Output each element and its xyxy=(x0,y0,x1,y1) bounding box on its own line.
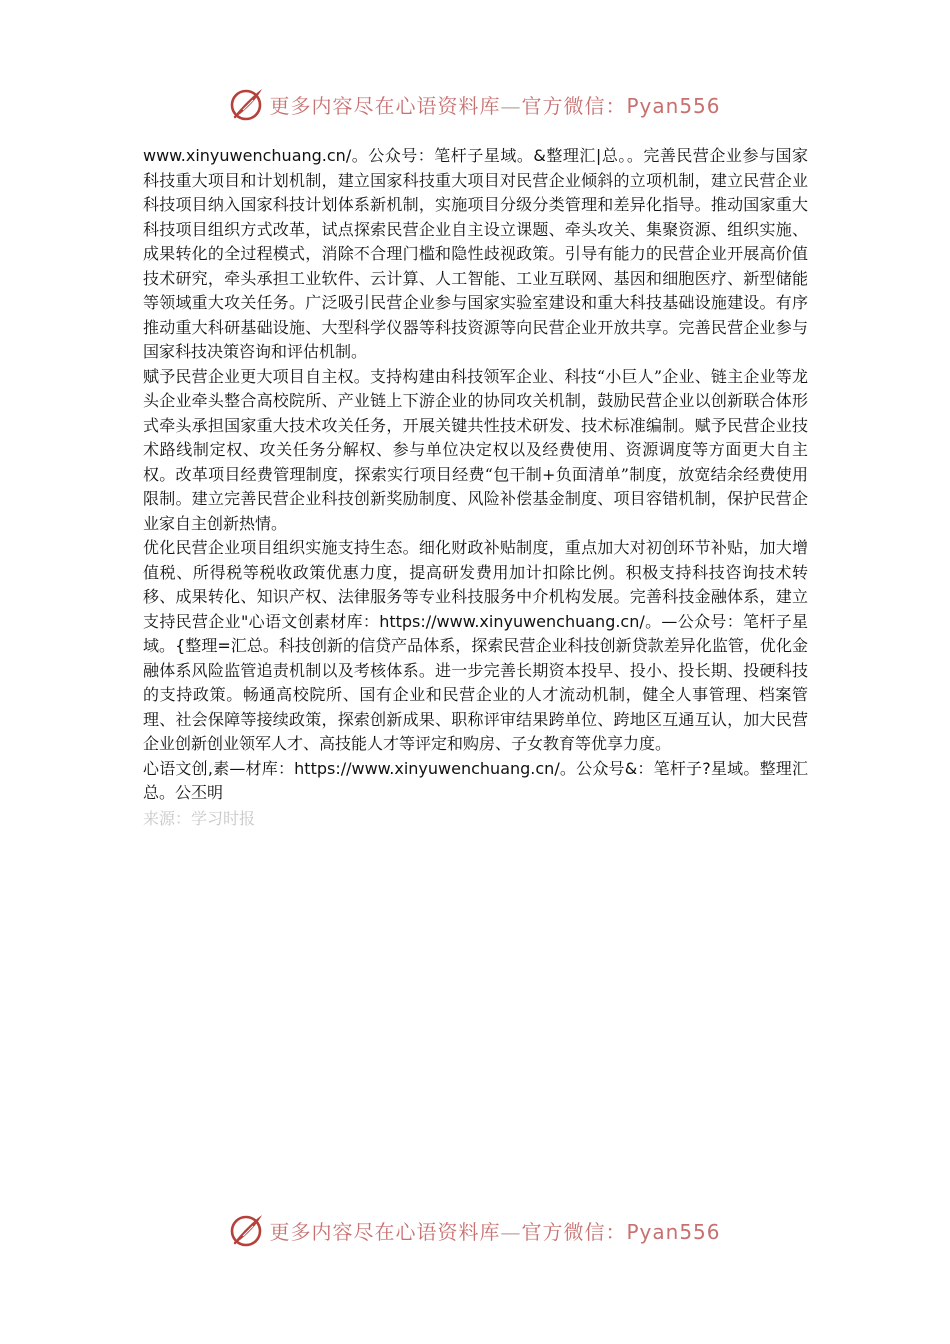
header-wechat-id: Pyan556 xyxy=(626,93,721,118)
footer-separator: — xyxy=(500,1219,522,1244)
paragraph-3: 优化民营企业项目组织实施支持生态。细化财政补贴制度，重点加大对初创环节补贴，加大增值税、所得税等税收政策优惠力度，提高研发费用加计扣除比例。积极支持科技咨询技术转移、成果转化、知识产权、法律服务等专业科技服务中介机构发展。完善科技金融体系，建立支持民营企业"心语文创素材库：https://www.xinyuwenchuang.cn/。—公众号：笔杆子星域。{整理=汇总。科技创新的信贷产品体系，探索民营企业科技创新贷款差异化监管，优化金融体系风险监管追责机制以及考核体系。进一步完善长期资本投早、投小、投长期、投硬科技的支持政策。畅通高校院所、国有企业和民营企业的人才流动机制，健全人事管理、档案管理、社会保障等接续政策，探索创新成果、职称评审结果跨单位、跨地区互通互认，加大民营企业创新创业领军人才、高技能人才等评定和购房、子女教育等优享力度。 xyxy=(143,538,808,753)
header-separator: — xyxy=(500,93,522,118)
paragraph-1: www.xinyuwenchuang.cn/。公众号：笔杆子星域。&整理汇|总。。完善民营企业参与国家科技重大项目和计划机制，建立国家科技重大项目对民营企业倾斜的立项机制，建立民营企业科技项目纳入国家科技计划体系新机制，实施项目分级分类管理和差异化指导。推动国家重大科技项目组织方式改革，试点探索民营企业自主设立课题、牵头攻关、集聚资源、组织实施、成果转化的全过程模式，消除不合理门槛和隐性歧视政策。引导有能力的民营企业开展高价值技术研究，牵头承担工业软件、云计算、人工智能、工业互联网、基因和细胞医疗、新型储能等领域重大攻关任务。广泛吸引民营企业参与国家实验室建设和重大科技基础设施建设。有序推动重大科研基础设施、大型科学仪器等科技资源等向民营企业开放共享。完善民营企业参与国家科技决策咨询和评估机制。 xyxy=(143,146,808,361)
quill-pen-logo-icon xyxy=(229,1212,265,1248)
header-wechat-label: 官方微信： xyxy=(521,93,627,118)
paragraph-2: 赋予民营企业更大项目自主权。支持构建由科技领军企业、科技“小巨人”企业、链主企业等龙头企业牵头整合高校院所、产业链上下游企业的协同攻关机制，鼓励民营企业以创新联合体形式牵头承担国家重大技术攻关任务，开展关键共性技术研发、技术标准编制。赋予民营企业技术路线制定权、攻关任务分解权、参与单位决定权以及经费使用、资源调度等方面更大自主权。改革项目经费管理制度，探索实行项目经费“包干制+负面清单”制度，放宽结余经费使用限制。建立完善民营企业科技创新奖励制度、风险补偿基金制度、项目容错机制，保护民营企业家自主创新热情。 xyxy=(143,366,808,533)
paragraph-4: 心语文创,素—材库：https://www.xinyuwenchuang.cn/。公众号&：笔杆子?星域。整理汇总。公丕明 xyxy=(143,758,808,802)
article-body xyxy=(143,144,808,832)
footer-brand-text: 更多内容尽在心语资料库 xyxy=(269,1219,501,1244)
footer-wechat-label: 官方微信： xyxy=(521,1219,627,1244)
footer-wechat-id: Pyan556 xyxy=(626,1219,721,1244)
quill-pen-logo-icon xyxy=(229,86,265,122)
footer-banner xyxy=(0,1208,950,1252)
header-banner-text xyxy=(269,90,720,119)
header-banner xyxy=(0,82,950,126)
source-line: 来源：学习时报 xyxy=(143,808,256,828)
footer-banner-text xyxy=(269,1216,720,1245)
header-brand-text: 更多内容尽在心语资料库 xyxy=(269,93,501,118)
